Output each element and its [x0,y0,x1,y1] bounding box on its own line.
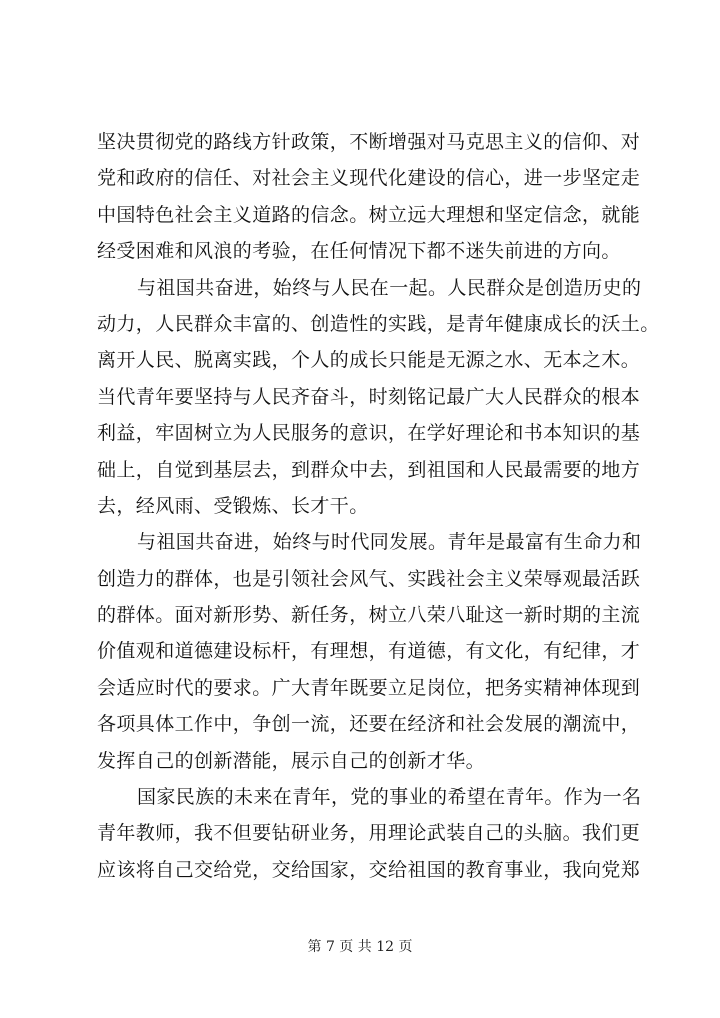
text-line: 发挥自己的创新潜能，展示自己的创新才华。 [97,749,486,772]
text-line: 与祖国共奋进，始终与人民在一起。人民群众是创造历史的 [137,276,642,299]
text-line: 各项具体工作中，争创一流，还要在经济和社会发展的潮流中， [97,713,641,736]
text-line: 青年教师，我不但要钻研业务，用理论武装自己的头脑。我们更 [97,822,641,845]
text-line: 党和政府的信任、对社会主义现代化建设的信心，进一步坚定走 [97,167,641,190]
paragraph-4 [97,779,645,888]
text-line: 应该将自己交给党，交给国家，交给祖国的教育事业，我向党郑 [97,858,641,881]
text-line: 与祖国共奋进，始终与时代同发展。青年是最富有生命力和 [137,531,642,554]
text-line: 的群体。面对新形势、新任务，树立八荣八耻这一新时期的主流 [97,604,641,627]
text-line: 离开人民、脱离实践，个人的成长只能是无源之水、无本之木。 [97,349,641,372]
text-line: 创造力的群体，也是引领社会风气、实践社会主义荣辱观最活跃 [97,567,641,590]
text-line: 价值观和道德建设标杆，有理想，有道德，有文化，有纪律，才 [97,640,641,663]
paragraph-2 [97,270,660,525]
page-number-footer: 第 7 页 共 12 页 [307,939,413,955]
paragraph-3 [97,524,645,779]
paragraph-1 [97,124,645,270]
document-body [97,124,660,888]
text-line: 坚决贯彻党的路线方针政策，不断增强对马克思主义的信仰、对 [97,131,641,153]
text-line: 会适应时代的要求。广大青年既要立足岗位，把务实精神体现到 [97,676,641,699]
text-line: 础上，自觉到基层去，到群众中去，到祖国和人民最需要的地方 [97,458,641,481]
text-line: 中国特色社会主义道路的信念。树立远大理想和坚定信念，就能 [97,203,641,226]
text-line: 利益，牢固树立为人民服务的意识，在学好理论和书本知识的基 [97,422,641,445]
text-line: 动力，人民群众丰富的、创造性的实践，是青年健康成长的沃土。 [97,312,660,335]
text-line: 经受困难和风浪的考验，在任何情况下都不迷失前进的方向。 [97,240,621,263]
text-line: 去，经风雨、受锻炼、长才干。 [97,494,369,517]
text-line: 国家民族的未来在青年，党的事业的希望在青年。作为一名 [137,786,642,809]
text-line: 当代青年要坚持与人民齐奋斗，时刻铭记最广大人民群众的根本 [97,385,641,408]
